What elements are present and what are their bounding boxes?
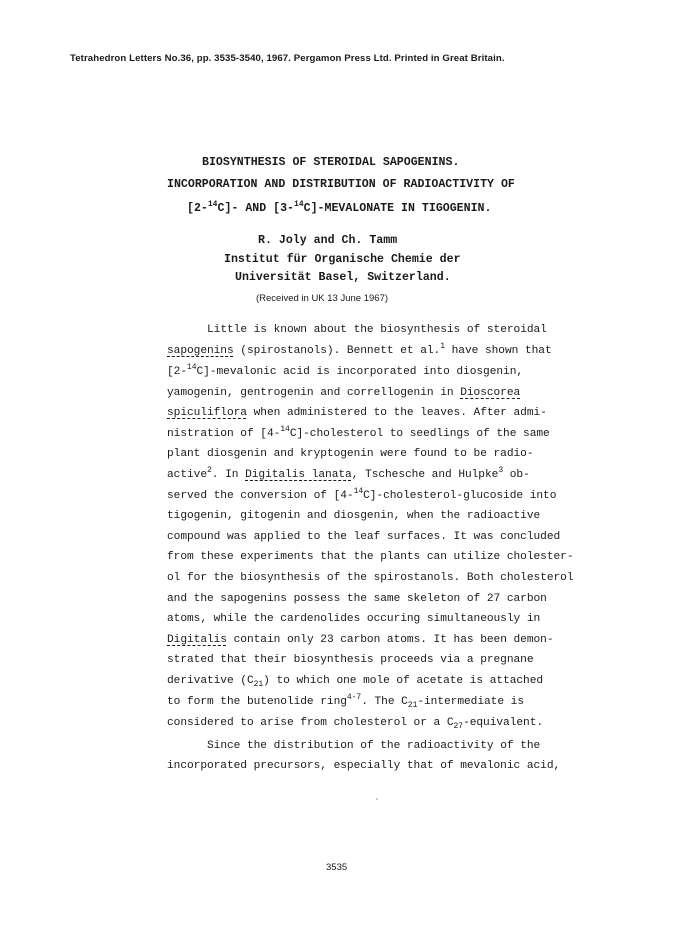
body-line: yamogenin, gentrogenin and correllogenin in Dioscorea (167, 387, 521, 399)
body-line: nistration of [4-$^{14}$C]-cholesterol to seedlings of the same (167, 425, 550, 440)
body-line: strated that their biosynthesis proceeds via a pregnane (167, 654, 534, 666)
body-line: [2-$^{14}$C]-mevalonic acid is incorporated into diosgenin, (167, 363, 524, 378)
body-line: compound was applied to the leaf surfaces. It was concluded (167, 531, 561, 543)
body-line: spiculiflora when administered to the leaves. After admi- (167, 407, 547, 419)
body-line: sapogenins (spirostanols). Bennett et al.$^1$ have shown that (167, 342, 552, 357)
received-date: (Received in UK 13 June 1967) (256, 293, 389, 304)
body-line: to form the butenolide ring$^{4-7}$. The $C_{21}$-intermediate is (167, 693, 524, 710)
body-line: and the sapogenins possess the same skeleton of 27 carbon (167, 593, 547, 605)
page-number: 3535 (326, 862, 348, 873)
body-line: atoms, while the cardenolides occuring simultaneously in (167, 613, 541, 625)
body-line: served the conversion of [4-$^{14}$C]-cholesterol-glucoside into (167, 487, 557, 502)
body-line: Digitalis contain only 23 carbon atoms. It has been demon- (167, 634, 554, 646)
body-line: from these experiments that the plants can utilize cholester- (167, 551, 574, 563)
body-line: derivative $(C_{21})$ to which one mole of acetate is attached (167, 675, 544, 689)
title-line-3: [2-$^{14}$C]- AND [3-$^{14}$C]-MEVALONATE IN TIGOGENIN. (187, 200, 492, 215)
scan-speck (376, 798, 378, 800)
title-line-2: INCORPORATION AND DISTRIBUTION OF RADIOACTIVITY OF (167, 178, 515, 191)
title-line-1: BIOSYNTHESIS OF STEROIDAL SAPOGENINS. (202, 156, 460, 169)
body-line: active$^2$. In Digitalis lanata, Tschesche and Hulpke$^3$ ob- (167, 466, 530, 481)
author-institute: Institut für Organische Chemie der (224, 253, 461, 266)
journal-citation: Tetrahedron Letters No.36, pp. 3535-3540, 1967. Pergamon Press Ltd. Printed in Great Britain. (70, 53, 505, 64)
body-line: considered to arise from cholesterol or a $C_{27}$-equivalent. (167, 717, 544, 731)
author-names: R. Joly and Ch. Tamm (258, 234, 398, 247)
body-line: plant diosgenin and kryptogenin were found to be radio- (167, 448, 534, 460)
author-university: Universität Basel, Switzerland. (235, 271, 451, 284)
body-line: Since the distribution of the radioactivity of the (207, 740, 541, 752)
body-line: incorporated precursors, especially that of mevalonic acid, (167, 760, 561, 772)
body-line: ol for the biosynthesis of the spirostanols. Both cholesterol (167, 572, 574, 584)
body-line: Little is known about the biosynthesis of steroidal (207, 324, 547, 336)
body-line: tigogenin, gitogenin and diosgenin, when the radioactive (167, 510, 541, 522)
